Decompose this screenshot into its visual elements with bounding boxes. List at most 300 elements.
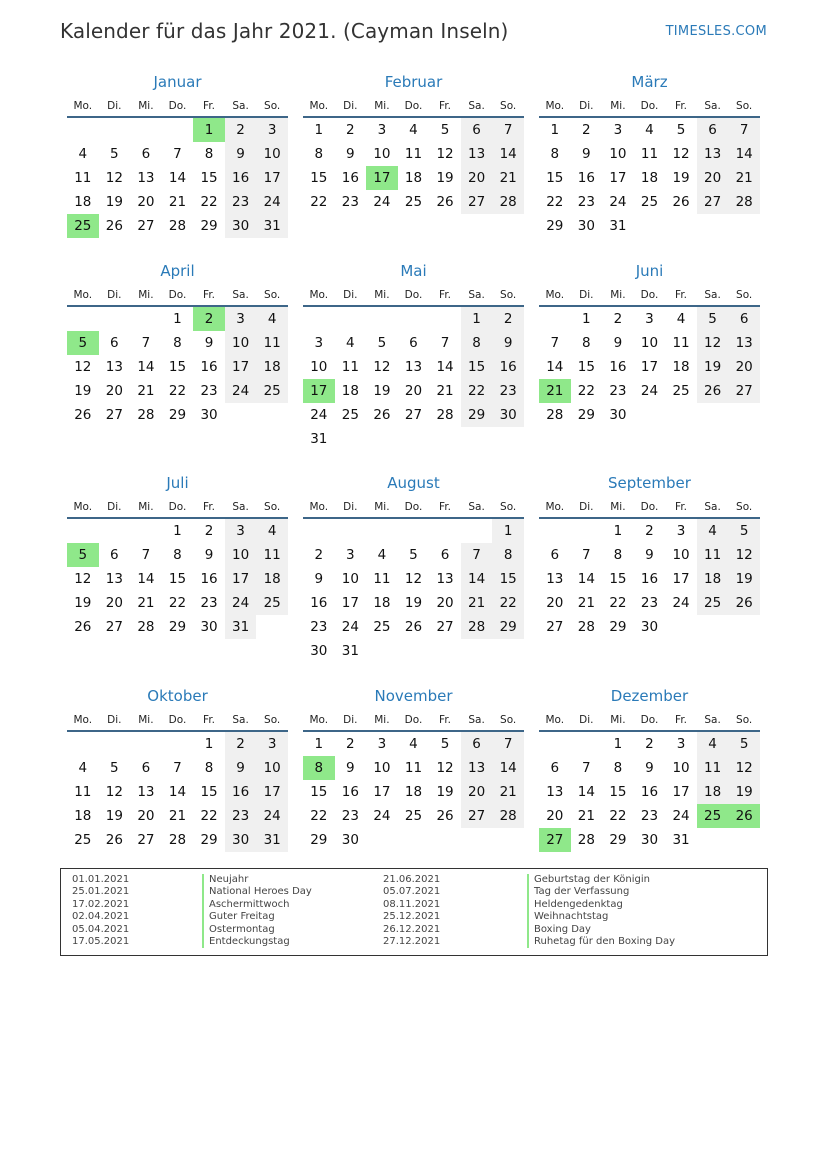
- day-cell: 26: [74, 619, 92, 635]
- day-cell: 8: [173, 547, 182, 563]
- day-cell: 29: [546, 218, 564, 234]
- day-cell: 1: [492, 519, 524, 543]
- day-cell: 30: [640, 832, 659, 848]
- day-cell: 15: [546, 170, 564, 186]
- day-cell: 26: [672, 194, 690, 210]
- legend-holiday-name: Boxing Day: [527, 924, 675, 936]
- day-cell: 18: [256, 567, 288, 591]
- month-name: Januar: [153, 73, 202, 91]
- holiday-day-cell: 17: [303, 379, 335, 403]
- weekday-label: Fr.: [675, 714, 688, 726]
- weekday-label: Fr.: [203, 714, 216, 726]
- day-cell: 21: [137, 595, 155, 611]
- day-cell: 12: [105, 784, 123, 800]
- legend-dates-col-1: [72, 874, 129, 948]
- page-title: Kalender für das Jahr 2021. (Cayman Inseln): [60, 19, 509, 43]
- day-cell: 15: [492, 567, 524, 591]
- day-cell: 23: [640, 595, 659, 611]
- day-cell: 13: [404, 359, 423, 375]
- day-cell: 9: [492, 331, 524, 355]
- day-cell: 6: [440, 547, 450, 563]
- weekday-label: Mi.: [610, 100, 626, 112]
- day-cell: 7: [141, 335, 151, 351]
- weekday-label: Mo.: [545, 714, 565, 726]
- day-cell: 10: [640, 335, 659, 351]
- weekday-label: Do.: [404, 289, 423, 301]
- day-cell: 1: [613, 523, 623, 539]
- weekday-label: Do.: [640, 100, 659, 112]
- day-cell: 30: [609, 407, 627, 423]
- legend-date: 17.02.2021: [72, 898, 130, 910]
- day-cell: 9: [346, 760, 355, 776]
- weekday-label: Mi.: [374, 501, 390, 513]
- day-cell: 23: [492, 379, 524, 403]
- day-cell: 14: [577, 571, 595, 587]
- day-cell: 25: [640, 194, 659, 210]
- weekday-label: Di.: [107, 100, 122, 112]
- day-cell: 8: [550, 146, 560, 162]
- weekday-header: [539, 94, 760, 118]
- day-cell: 4: [697, 519, 729, 543]
- day-cell: 13: [105, 571, 123, 587]
- day-cell: 27: [105, 407, 123, 423]
- holiday-day-cell: 25: [697, 804, 729, 828]
- month-6: [539, 259, 760, 427]
- day-cell: 14: [492, 756, 524, 780]
- day-cell: 23: [341, 808, 359, 824]
- day-cell: 9: [582, 146, 591, 162]
- weekday-label: Fr.: [439, 289, 452, 301]
- day-cell: 6: [461, 118, 493, 142]
- weekday-label: Sa.: [468, 100, 485, 112]
- day-cell: 20: [546, 808, 564, 824]
- day-cell: 22: [200, 808, 218, 824]
- day-cell: 13: [546, 571, 564, 587]
- day-cell: 12: [436, 146, 454, 162]
- weekday-label: Sa.: [232, 501, 249, 513]
- day-cell: 2: [613, 311, 623, 327]
- weekday-label: Sa.: [232, 289, 249, 301]
- day-cell: 22: [577, 383, 595, 399]
- day-cell: 23: [225, 190, 257, 214]
- day-cell: 17: [225, 567, 257, 591]
- day-cell: 29: [461, 403, 493, 427]
- weekday-label: Sa.: [468, 714, 485, 726]
- day-cell: 31: [225, 615, 257, 639]
- day-cell: 7: [728, 118, 760, 142]
- day-cell: 25: [672, 383, 690, 399]
- day-cell: 17: [256, 780, 288, 804]
- day-cell: 27: [546, 619, 564, 635]
- weekday-header: [67, 708, 288, 732]
- day-cell: 12: [373, 359, 391, 375]
- weekday-label: Di.: [343, 289, 358, 301]
- weekday-label: Fr.: [675, 100, 688, 112]
- weekday-label: Mo.: [73, 714, 93, 726]
- month-name: Dezember: [610, 687, 689, 705]
- day-cell: 10: [373, 760, 391, 776]
- weekday-label: Sa.: [704, 100, 721, 112]
- day-cell: 7: [173, 146, 182, 162]
- month-name: April: [160, 262, 195, 280]
- day-cell: 1: [173, 311, 182, 327]
- day-cell: 17: [609, 170, 627, 186]
- legend-date: 01.01.2021: [72, 874, 130, 885]
- legend-date: 17.05.2021: [72, 935, 130, 947]
- day-cell: 28: [577, 832, 595, 848]
- day-cell: 29: [492, 615, 524, 639]
- day-cell: 2: [225, 118, 257, 142]
- day-cell: 19: [74, 383, 92, 399]
- day-cell: 29: [200, 832, 218, 848]
- day-cell: 27: [404, 407, 423, 423]
- weekday-label: So.: [500, 714, 517, 726]
- day-cell: 24: [225, 591, 257, 615]
- day-cell: 27: [461, 190, 493, 214]
- month-8: [303, 471, 524, 663]
- weekday-header: [303, 495, 524, 519]
- day-cell: 30: [310, 643, 328, 659]
- month-name: September: [608, 474, 691, 492]
- weekday-label: Sa.: [704, 501, 721, 513]
- day-cell: 27: [137, 832, 155, 848]
- day-cell: 16: [640, 571, 659, 587]
- day-cell: 12: [728, 756, 760, 780]
- day-grid: [67, 118, 288, 238]
- day-cell: 21: [577, 808, 595, 824]
- day-cell: 9: [225, 142, 257, 166]
- day-cell: 20: [546, 595, 564, 611]
- day-grid: [303, 307, 524, 451]
- day-cell: 17: [256, 166, 288, 190]
- day-cell: 20: [105, 595, 123, 611]
- day-cell: 20: [137, 808, 155, 824]
- legend-holiday-name: Geburtstag der Königin: [527, 874, 675, 886]
- holiday-day-cell: 2: [193, 307, 225, 331]
- day-cell: 22: [310, 194, 328, 210]
- day-cell: 7: [550, 335, 560, 351]
- weekday-label: Do.: [168, 501, 187, 513]
- month-5: [303, 259, 524, 451]
- day-cell: 13: [461, 756, 493, 780]
- day-cell: 24: [373, 808, 391, 824]
- day-cell: 22: [461, 379, 493, 403]
- day-cell: 4: [78, 760, 88, 776]
- day-cell: 18: [74, 808, 92, 824]
- weekday-label: Fr.: [203, 100, 216, 112]
- day-cell: 16: [225, 166, 257, 190]
- holiday-day-cell: 5: [67, 543, 99, 567]
- day-grid: [303, 519, 524, 663]
- weekday-label: Mo.: [545, 100, 565, 112]
- day-cell: 12: [404, 571, 423, 587]
- day-cell: 25: [404, 194, 423, 210]
- weekday-label: Do.: [404, 100, 423, 112]
- day-cell: 30: [200, 619, 218, 635]
- day-cell: 16: [200, 359, 218, 375]
- day-cell: 24: [341, 619, 359, 635]
- day-cell: 18: [640, 170, 659, 186]
- month-name: Juni: [635, 262, 664, 280]
- weekday-header: [303, 94, 524, 118]
- weekday-label: Mo.: [73, 289, 93, 301]
- legend-dates-col-2: [383, 874, 440, 948]
- day-cell: 16: [640, 784, 659, 800]
- day-cell: 1: [461, 307, 493, 331]
- day-cell: 19: [697, 355, 729, 379]
- day-cell: 12: [672, 146, 690, 162]
- day-cell: 27: [697, 190, 729, 214]
- day-cell: 19: [404, 595, 423, 611]
- day-cell: 19: [105, 808, 123, 824]
- day-cell: 22: [609, 808, 627, 824]
- day-cell: 9: [314, 571, 324, 587]
- day-cell: 10: [609, 146, 627, 162]
- day-cell: 23: [310, 619, 328, 635]
- day-cell: 21: [492, 166, 524, 190]
- day-cell: 21: [168, 194, 187, 210]
- day-cell: 21: [728, 166, 760, 190]
- day-cell: 5: [377, 335, 387, 351]
- month-2: [303, 70, 524, 214]
- day-cell: 26: [404, 619, 423, 635]
- day-cell: 3: [377, 736, 387, 752]
- day-cell: 11: [74, 170, 92, 186]
- holiday-day-cell: 5: [67, 331, 99, 355]
- day-cell: 18: [697, 780, 729, 804]
- day-cell: 21: [461, 591, 493, 615]
- day-cell: 7: [173, 760, 182, 776]
- month-12: [539, 684, 760, 852]
- day-cell: 17: [640, 359, 659, 375]
- day-cell: 30: [341, 832, 359, 848]
- day-cell: 10: [373, 146, 391, 162]
- day-cell: 2: [492, 307, 524, 331]
- day-cell: 24: [310, 407, 328, 423]
- day-cell: 2: [645, 523, 654, 539]
- day-cell: 3: [676, 736, 686, 752]
- weekday-header: [67, 283, 288, 307]
- legend-date: 26.12.2021: [383, 923, 441, 935]
- weekday-label: Di.: [579, 289, 594, 301]
- day-cell: 14: [461, 567, 493, 591]
- day-cell: 4: [409, 122, 418, 138]
- day-cell: 7: [582, 547, 591, 563]
- weekday-label: Mo.: [309, 714, 329, 726]
- day-cell: 25: [256, 379, 288, 403]
- day-cell: 31: [256, 214, 288, 238]
- day-cell: 1: [613, 736, 623, 752]
- weekday-label: Mo.: [309, 100, 329, 112]
- day-cell: 14: [137, 359, 155, 375]
- day-cell: 8: [173, 335, 182, 351]
- day-cell: 6: [141, 146, 151, 162]
- weekday-header: [539, 495, 760, 519]
- weekday-label: Di.: [107, 714, 122, 726]
- day-cell: 22: [200, 194, 218, 210]
- weekday-label: Fr.: [675, 501, 688, 513]
- legend-holiday-name: Entdeckungstag: [202, 936, 312, 948]
- weekday-label: Sa.: [232, 714, 249, 726]
- legend-date: 27.12.2021: [383, 935, 441, 947]
- day-cell: 31: [341, 643, 359, 659]
- day-grid: [303, 732, 524, 852]
- day-cell: 4: [256, 519, 288, 543]
- day-cell: 15: [168, 359, 187, 375]
- day-cell: 30: [225, 828, 257, 852]
- month-name: August: [387, 474, 440, 492]
- day-cell: 2: [225, 732, 257, 756]
- day-cell: 15: [200, 784, 218, 800]
- day-cell: 20: [461, 166, 493, 190]
- day-cell: 6: [550, 760, 560, 776]
- day-cell: 9: [204, 547, 214, 563]
- day-cell: 2: [204, 523, 214, 539]
- weekday-label: So.: [736, 289, 753, 301]
- weekday-label: Fr.: [439, 501, 452, 513]
- weekday-label: So.: [264, 100, 281, 112]
- day-cell: 10: [225, 543, 257, 567]
- holiday-day-cell: 27: [539, 828, 571, 852]
- month-1: [67, 70, 288, 238]
- day-cell: 17: [373, 784, 391, 800]
- month-name: November: [374, 687, 453, 705]
- holiday-day-cell: 17: [366, 166, 398, 190]
- holiday-legend: [60, 868, 768, 956]
- day-cell: 27: [461, 804, 493, 828]
- day-cell: 20: [105, 383, 123, 399]
- day-cell: 25: [404, 808, 423, 824]
- weekday-label: Do.: [640, 289, 659, 301]
- day-cell: 16: [310, 595, 328, 611]
- day-cell: 15: [168, 571, 187, 587]
- day-cell: 18: [404, 170, 423, 186]
- day-cell: 2: [645, 736, 654, 752]
- day-cell: 6: [461, 732, 493, 756]
- day-cell: 14: [137, 571, 155, 587]
- day-cell: 24: [609, 194, 627, 210]
- day-cell: 10: [225, 331, 257, 355]
- day-cell: 5: [110, 146, 119, 162]
- day-cell: 26: [373, 407, 391, 423]
- weekday-label: Di.: [579, 714, 594, 726]
- day-cell: 30: [492, 403, 524, 427]
- day-cell: 24: [256, 804, 288, 828]
- day-cell: 21: [137, 383, 155, 399]
- brand-link[interactable]: TIMESLES.COM: [665, 24, 767, 39]
- day-cell: 9: [613, 335, 623, 351]
- day-cell: 19: [728, 780, 760, 804]
- day-grid: [539, 118, 760, 238]
- day-cell: 8: [204, 146, 214, 162]
- day-cell: 31: [672, 832, 690, 848]
- day-cell: 17: [672, 784, 690, 800]
- weekday-label: Mo.: [309, 501, 329, 513]
- day-cell: 19: [436, 170, 454, 186]
- day-cell: 7: [492, 118, 524, 142]
- day-cell: 14: [168, 170, 187, 186]
- day-cell: 13: [546, 784, 564, 800]
- weekday-label: So.: [264, 714, 281, 726]
- day-cell: 27: [105, 619, 123, 635]
- day-cell: 29: [577, 407, 595, 423]
- day-cell: 22: [168, 595, 187, 611]
- weekday-label: Mi.: [138, 289, 154, 301]
- day-cell: 30: [640, 619, 659, 635]
- weekday-label: Di.: [107, 289, 122, 301]
- day-grid: [67, 519, 288, 639]
- day-cell: 20: [461, 780, 493, 804]
- weekday-label: So.: [264, 289, 281, 301]
- day-cell: 24: [256, 190, 288, 214]
- day-cell: 4: [676, 311, 686, 327]
- month-7: [67, 471, 288, 639]
- day-cell: 1: [314, 122, 324, 138]
- day-cell: 19: [105, 194, 123, 210]
- day-cell: 15: [200, 170, 218, 186]
- weekday-label: Do.: [640, 501, 659, 513]
- day-cell: 3: [645, 311, 654, 327]
- weekday-label: Mo.: [309, 289, 329, 301]
- day-cell: 17: [672, 571, 690, 587]
- legend-holiday-name: Guter Freitag: [202, 911, 312, 923]
- day-cell: 13: [697, 142, 729, 166]
- day-cell: 4: [377, 547, 387, 563]
- day-cell: 8: [461, 331, 493, 355]
- day-cell: 19: [373, 383, 391, 399]
- day-cell: 8: [582, 335, 591, 351]
- day-cell: 12: [697, 331, 729, 355]
- day-cell: 28: [137, 407, 155, 423]
- day-cell: 25: [697, 591, 729, 615]
- weekday-label: Mo.: [73, 501, 93, 513]
- day-cell: 25: [373, 619, 391, 635]
- day-cell: 17: [341, 595, 359, 611]
- day-cell: 6: [110, 547, 119, 563]
- weekday-label: Fr.: [203, 501, 216, 513]
- weekday-label: Di.: [343, 100, 358, 112]
- day-cell: 16: [341, 784, 359, 800]
- legend-holiday-name: Neujahr: [202, 874, 312, 886]
- legend-date: 08.11.2021: [383, 898, 441, 910]
- weekday-label: Mi.: [374, 100, 390, 112]
- day-cell: 13: [105, 359, 123, 375]
- day-cell: 12: [436, 760, 454, 776]
- day-cell: 25: [74, 832, 92, 848]
- day-cell: 3: [613, 122, 623, 138]
- day-cell: 13: [137, 784, 155, 800]
- day-cell: 29: [310, 832, 328, 848]
- day-cell: 20: [697, 166, 729, 190]
- day-cell: 28: [492, 804, 524, 828]
- day-cell: 10: [310, 359, 328, 375]
- legend-date: 25.12.2021: [383, 911, 441, 923]
- day-cell: 7: [461, 543, 493, 567]
- holiday-day-cell: 25: [67, 214, 99, 238]
- day-cell: 17: [225, 355, 257, 379]
- weekday-label: Fr.: [439, 714, 452, 726]
- day-cell: 27: [436, 619, 454, 635]
- weekday-label: Mo.: [545, 289, 565, 301]
- holiday-day-cell: 21: [539, 379, 571, 403]
- weekday-label: Sa.: [704, 289, 721, 301]
- weekday-label: Sa.: [468, 289, 485, 301]
- day-cell: 1: [550, 122, 560, 138]
- day-cell: 5: [728, 519, 760, 543]
- day-cell: 5: [409, 547, 418, 563]
- day-cell: 9: [645, 760, 654, 776]
- day-cell: 10: [256, 756, 288, 780]
